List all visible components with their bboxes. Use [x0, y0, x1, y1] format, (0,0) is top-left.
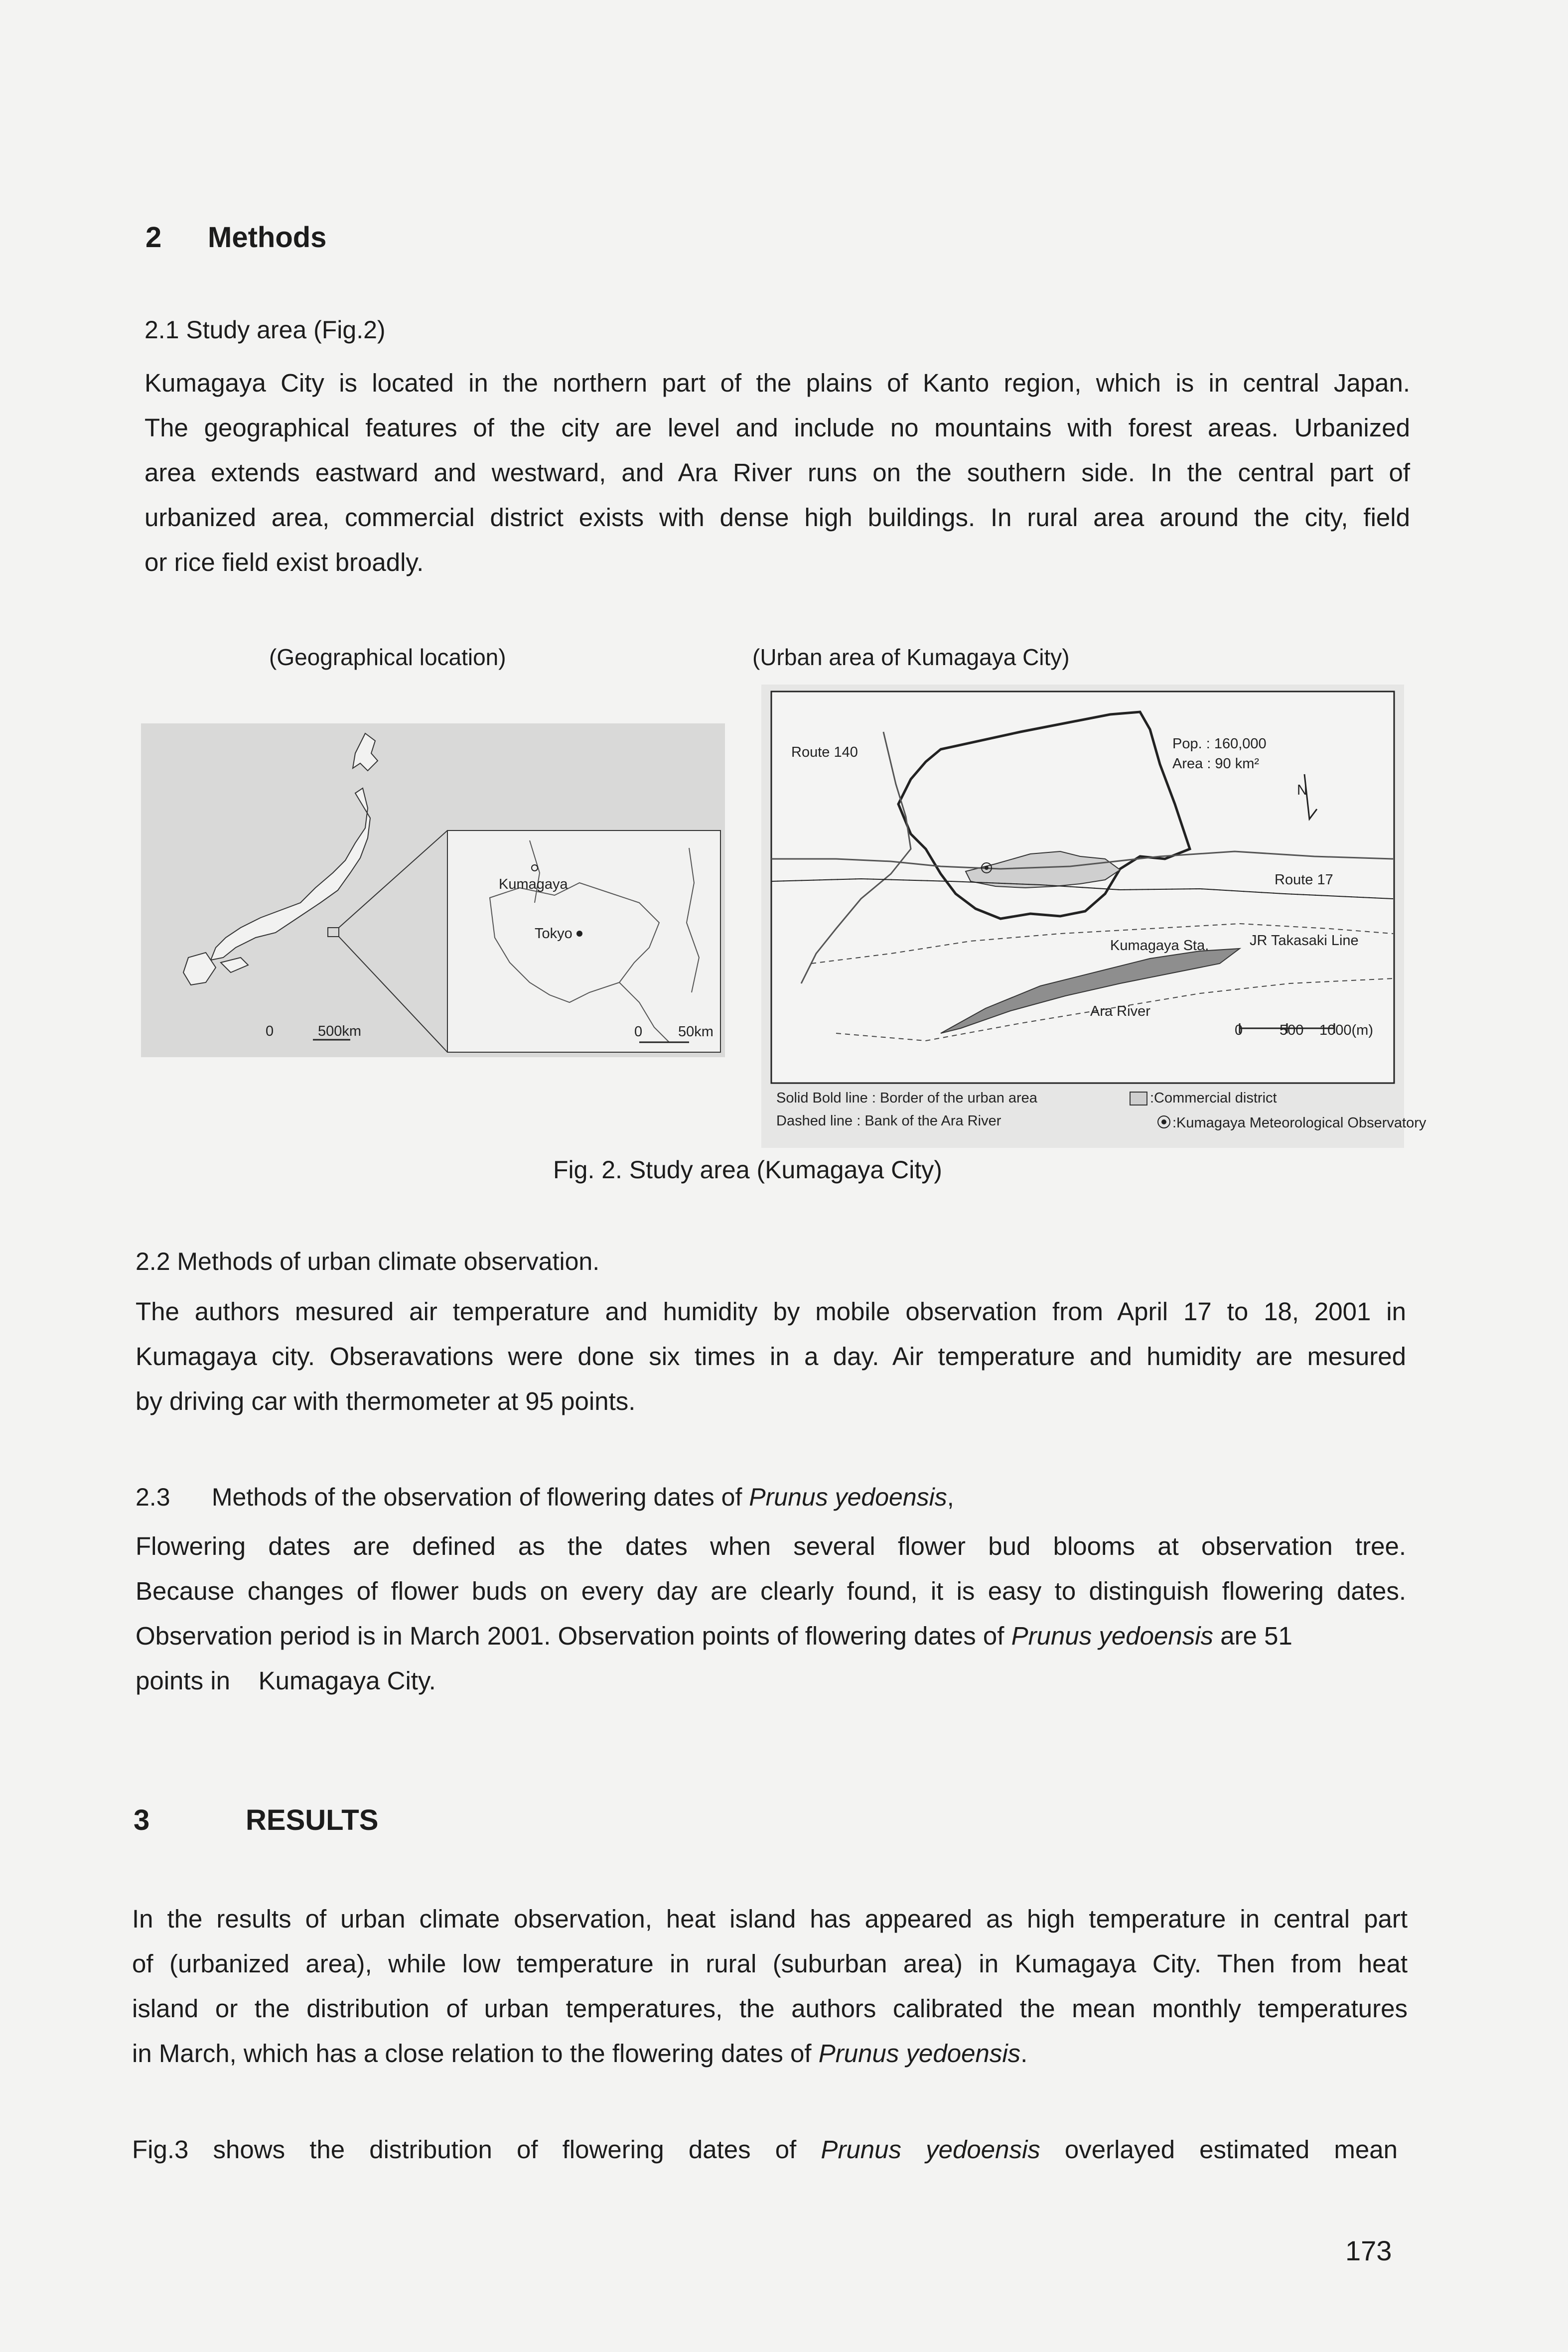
text-fragment: in March, which has a close relation to the flowering dates of — [132, 2039, 819, 2068]
scale-label: 500km — [318, 1023, 362, 1039]
species-name: Prunus yedoensis — [818, 2039, 1021, 2068]
section-title: Methods — [208, 221, 327, 254]
section-heading-results — [134, 1806, 378, 1835]
route-140-label: Route 140 — [791, 744, 858, 760]
urban-area-map — [761, 685, 1426, 1148]
paragraph-study-area — [144, 361, 1410, 585]
text-line: The geographical features of the city are level and include no mountains with forest areas. Urbanized — [144, 414, 1410, 442]
text-line — [132, 2031, 1408, 2076]
north-label: N — [1297, 782, 1307, 798]
river-label: Ara River — [1090, 1003, 1150, 1019]
text-fragment: are 51 — [1213, 1622, 1292, 1650]
text-line: or rice field exist broadly. — [144, 548, 424, 576]
text-line: The authors mesured air temperature and humidity by mobile observation from April 17 to 18, 2001 in — [136, 1297, 1406, 1326]
text-line: Because changes of flower buds on every day are clearly found, it is easy to distinguish flowering dates. — [136, 1577, 1406, 1605]
heading-text: 2.3 Methods of the observation of flowering dates of — [136, 1483, 749, 1511]
text-line: points in Kumagaya City. — [136, 1666, 436, 1695]
text-line — [136, 1614, 1406, 1659]
jr-line-label: JR Takasaki Line — [1250, 933, 1359, 949]
figure-caption: Fig. 2. Study area (Kumagaya City) — [553, 1156, 942, 1184]
inset-city-label: Kumagaya — [499, 876, 568, 892]
legend-observatory-label: :Kumagaya Meteorological Observatory — [1172, 1115, 1426, 1131]
subsection-heading-study-area: 2.1 Study area (Fig.2) — [144, 316, 386, 344]
species-name: Prunus yedoensis — [821, 2135, 1040, 2164]
text-line: Kumagaya city. Obseravations were done six times in a day. Air temperature and humidity are mesured — [136, 1342, 1406, 1371]
section-title: RESULTS — [246, 1804, 379, 1836]
text-line: Flowering dates are defined as the dates when several flower bud blooms at observation tree. — [136, 1532, 1406, 1560]
species-name: Prunus yedoensis — [749, 1483, 947, 1511]
heading-suffix: , — [947, 1483, 954, 1511]
area-label: Area : 90 km² — [1172, 756, 1260, 772]
text-fragment: Fig.3 shows the distribution of flowering dates of — [132, 2135, 821, 2164]
section-heading-methods — [145, 223, 326, 252]
text-line: In the results of urban climate observation, heat island has appeared as high temperature in central part — [132, 1905, 1408, 1933]
section-number: 2 — [145, 221, 162, 254]
population-label: Pop. : 160,000 — [1172, 736, 1267, 752]
station-label: Kumagaya Sta. — [1110, 938, 1209, 954]
scale-zero-label: 0 — [266, 1023, 274, 1039]
figure-right-caption: (Urban area of Kumagaya City) — [752, 644, 1070, 670]
paragraph-flowering — [136, 1524, 1406, 1703]
text-line: Kumagaya City is located in the northern part of the plains of Kanto region, which is in central Japan. — [144, 369, 1410, 397]
text-line: urbanized area, commercial district exists with dense high buildings. In rural area around the city, field — [144, 503, 1410, 532]
route-17-label: Route 17 — [1275, 872, 1333, 888]
paragraph-results-2 — [132, 2127, 1398, 2172]
scale-500-label: 500 — [1280, 1022, 1304, 1038]
text-line: of (urbanized area), while low temperature in rural (suburban area) in Kumagaya City. Then from heat — [132, 1949, 1408, 1978]
page-number: 173 — [1345, 2235, 1392, 2266]
japan-map-svg — [141, 723, 725, 1057]
scale-1000-label: 1000(m) — [1319, 1022, 1373, 1038]
text-fragment: Observation period is in March 2001. Observation points of flowering dates of — [136, 1622, 1011, 1650]
text-fragment: . — [1020, 2039, 1028, 2068]
legend-solid-label: Solid Bold line : Border of the urban area — [776, 1090, 1037, 1106]
text-line: island or the distribution of urban temperatures, the authors calibrated the mean monthly temperatures — [132, 1994, 1408, 2023]
inset-scale-label: 50km — [678, 1024, 713, 1040]
paragraph-urban-climate — [136, 1289, 1406, 1424]
section-number: 3 — [134, 1804, 150, 1836]
species-name: Prunus yedoensis — [1011, 1622, 1214, 1650]
subsection-heading-flowering — [136, 1485, 954, 1510]
geographical-location-map — [141, 723, 725, 1057]
paragraph-results-1 — [132, 1897, 1408, 2076]
text-fragment: overlayed estimated mean — [1040, 2135, 1398, 2164]
subsection-heading-urban-climate: 2.2 Methods of urban climate observation. — [136, 1247, 600, 1275]
inset-capital-label: Tokyo — [535, 926, 572, 942]
legend-dashed-label: Dashed line : Bank of the Ara River — [776, 1113, 1001, 1129]
text-line: by driving car with thermometer at 95 points. — [136, 1387, 636, 1415]
text-line: area extends eastward and westward, and Ara River runs on the southern side. In the central part of — [144, 458, 1410, 487]
legend-commercial-label: :Commercial district — [1150, 1090, 1277, 1106]
text-line — [132, 2127, 1398, 2172]
scale-0-label: 0 — [1235, 1022, 1243, 1038]
figure-left-caption: (Geographical location) — [269, 644, 506, 670]
inset-scale-zero-label: 0 — [634, 1024, 643, 1040]
